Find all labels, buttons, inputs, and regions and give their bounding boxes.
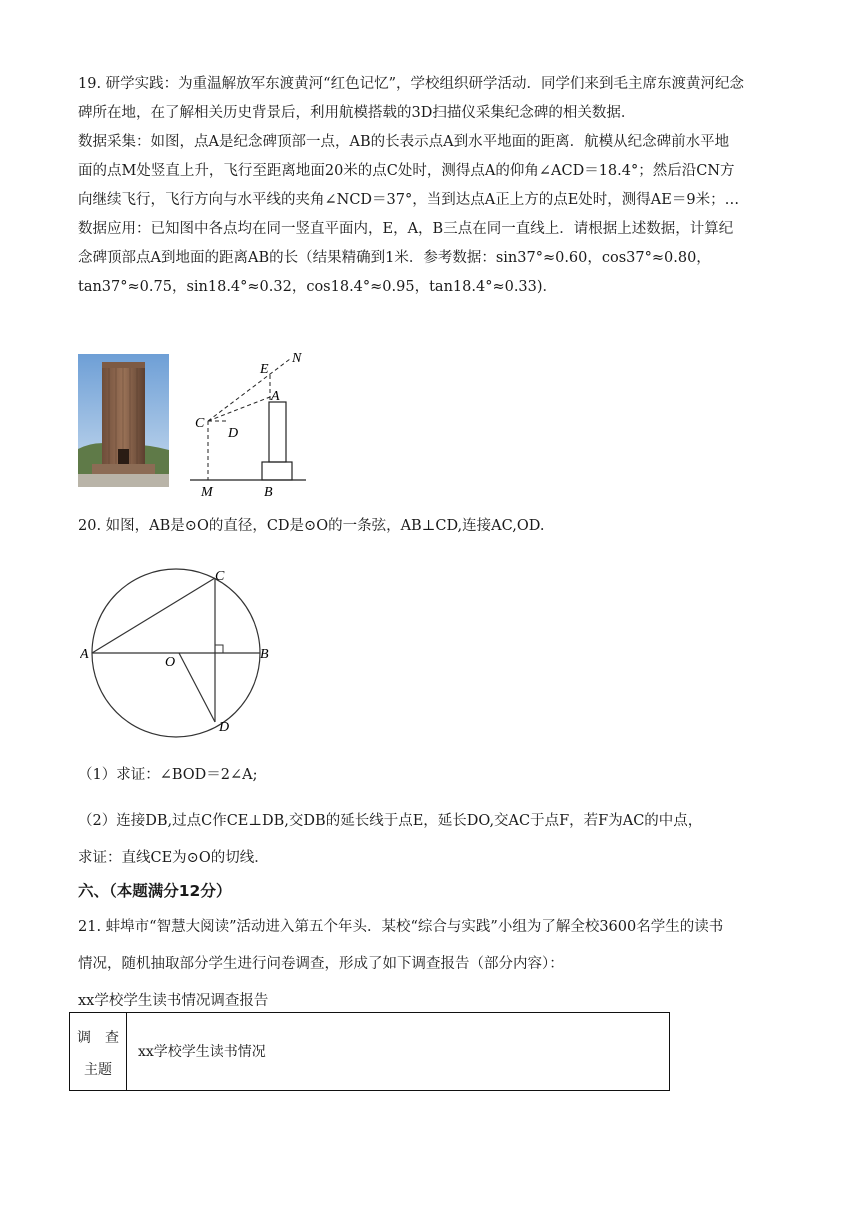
label-d: D xyxy=(219,720,230,735)
label-a: A xyxy=(271,389,280,404)
section-heading: 六、（本题满分12分） xyxy=(78,882,232,900)
text-line: 碑所在地，在了解相关历史背景后，利用航模搭载的3D扫描仪采集纪念碑的相关数据． xyxy=(78,105,636,121)
table-value-cell: xx学校学生读书情况 xyxy=(138,1044,266,1060)
label-n: N xyxy=(292,351,302,366)
label-e: E xyxy=(260,362,269,377)
text-line: （1）求证：∠BOD＝2∠A; xyxy=(78,767,258,783)
text-line: 向继续飞行，飞行方向与水平线的夹角∠NCD＝37°，当到达点A正上方的点E处时，测得AE＝9米；… xyxy=(78,192,740,208)
q20-circle-figure xyxy=(80,560,280,744)
table-header-line: 主题 xyxy=(84,1062,112,1078)
text-line: 面的点M处竖直上升，飞行至距离地面20米的点C处时，测得点A的仰角∠ACD＝18.4°；然后沿CN方 xyxy=(78,163,735,179)
survey-table xyxy=(69,1012,670,1091)
label-c: C xyxy=(215,569,225,584)
label-d: D xyxy=(228,426,239,441)
text-line: 情况，随机抽取部分学生进行问卷调查，形成了如下调查报告（部分内容）： xyxy=(78,956,564,972)
text-line: （2）连接DB,过点C作CE⊥DB,交DB的延长线于点E，延长DO,交AC于点F，若F为AC的中点， xyxy=(78,813,703,829)
question-21-text xyxy=(78,913,784,1016)
text-line: 21. 蚌埠市“智慧大阅读”活动进入第五个年头．某校“综合与实践”小组为了解全校3600名学生的读书 xyxy=(78,919,724,935)
question-19-text xyxy=(78,70,784,302)
q19-geometry-figure xyxy=(186,346,316,502)
text-line: 念碑顶部点A到地面的距离AB的长（结果精确到1米．参考数据：sin37°≈0.60，cos37°≈0.80， xyxy=(78,250,711,266)
text-line: 数据应用：已知图中各点均在同一竖直平面内，E，A，B三点在同一直线上．请根据上述数据，计算纪 xyxy=(78,221,734,237)
label-m: M xyxy=(201,485,213,498)
text-line: 20. 如图，AB是⊙O的直径，CD是⊙O的一条弦，AB⊥CD,连接AC,OD. xyxy=(78,518,545,534)
monument-photo xyxy=(78,354,169,487)
text-line: 求证：直线CE为⊙O的切线． xyxy=(78,850,269,866)
label-c: C xyxy=(195,416,205,431)
q20-part1 xyxy=(78,761,784,790)
q20-part2 xyxy=(78,807,784,873)
label-b: B xyxy=(264,485,273,498)
text-line: xx学校学生读书情况调查报告 xyxy=(78,993,269,1009)
question-20-text xyxy=(78,512,784,541)
label-o: O xyxy=(165,655,176,670)
table-header-line: 调 查 xyxy=(77,1030,119,1046)
text-line: tan37°≈0.75，sin18.4°≈0.32，cos18.4°≈0.95，tan18.4°≈0.33)． xyxy=(78,279,558,295)
label-a: A xyxy=(80,647,89,662)
table-header-cell xyxy=(70,1013,127,1090)
text-line: 数据采集：如图，点A是纪念碑顶部一点，AB的长表示点A到水平地面的距离．航模从纪念碑前水平地 xyxy=(78,134,730,150)
text-line: 19. 研学实践：为重温解放军东渡黄河“红色记忆”，学校组织研学活动．同学们来到毛主席东渡黄河纪念 xyxy=(78,76,744,92)
label-b: B xyxy=(260,647,269,662)
